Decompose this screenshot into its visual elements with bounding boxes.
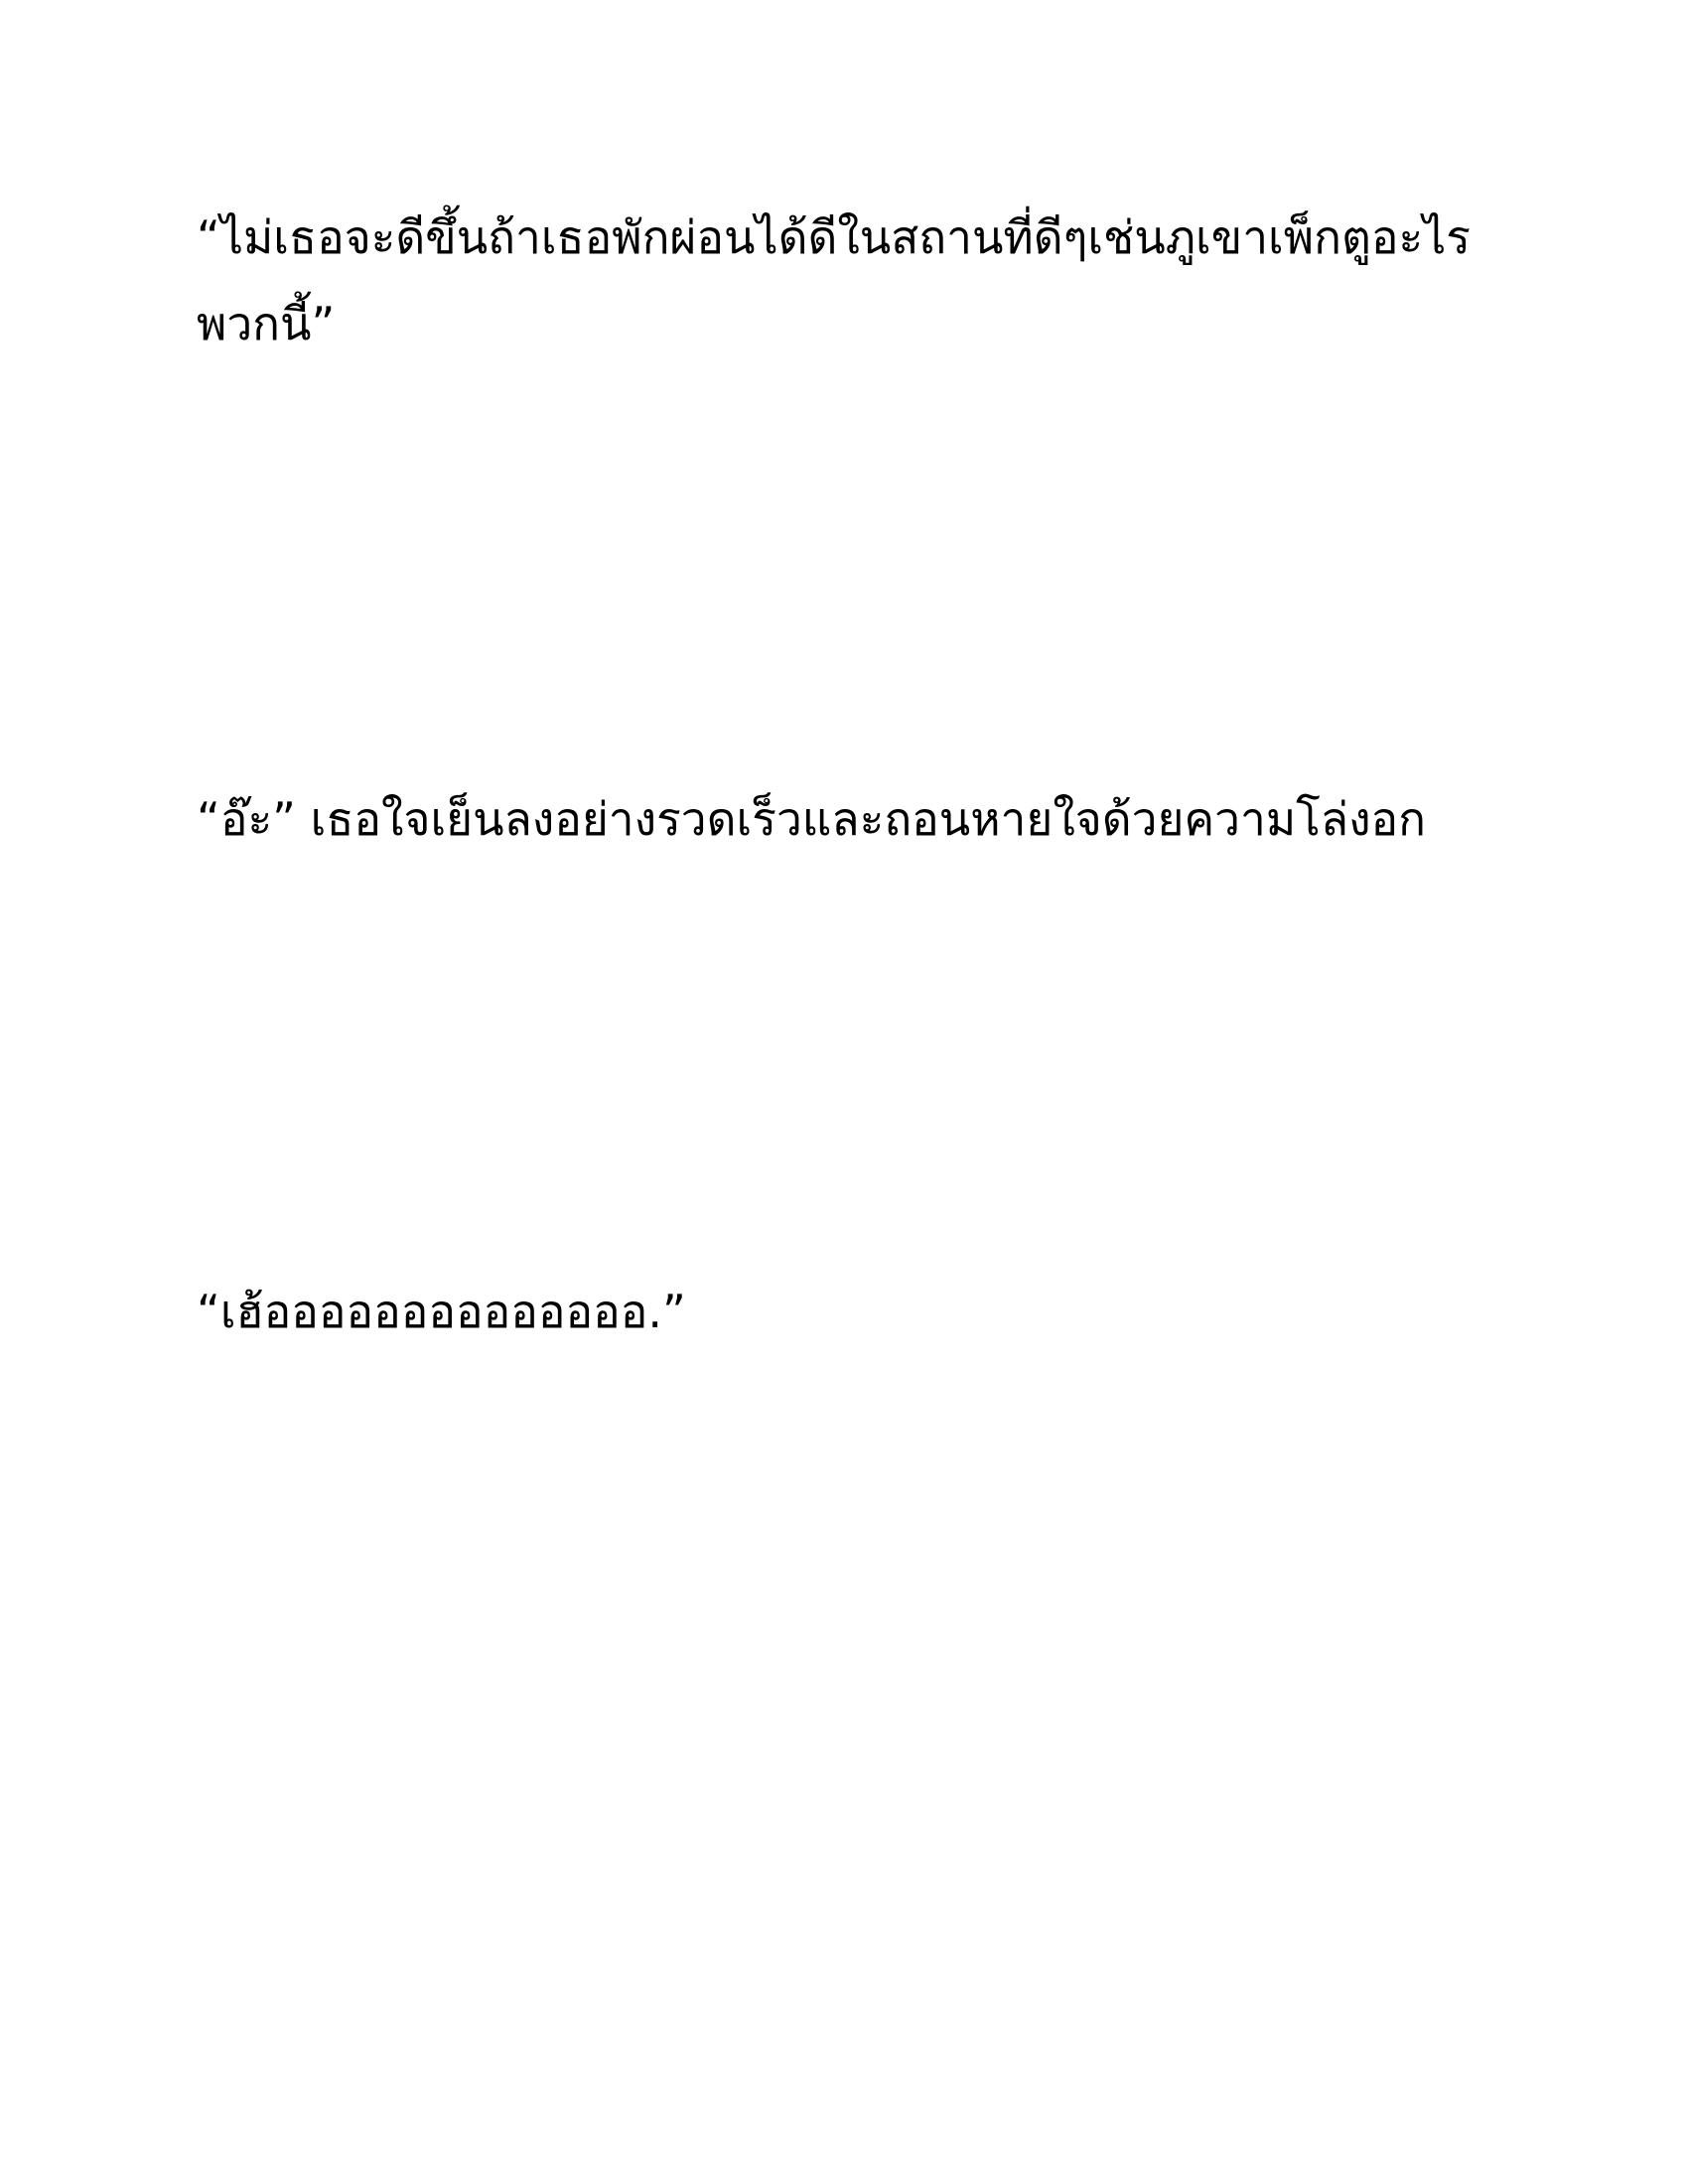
dialogue-paragraph-3: “เฮ้ออออออออออออออ.” [197, 1285, 686, 1338]
dialogue-paragraph-2: “อ๊ะ” เธอใจเย็นลงอย่างรวดเร็วและถอนหายใจด้วยความโล่งอก [197, 792, 1427, 846]
dialogue-paragraph-1: “ไม่เธอจะดีขึ้นถ้าเธอพักผ่อนได้ดีในสถานที่ดีๆเช่นภูเขาเพ็กตูอะไรพวกนี้” [197, 210, 1471, 350]
